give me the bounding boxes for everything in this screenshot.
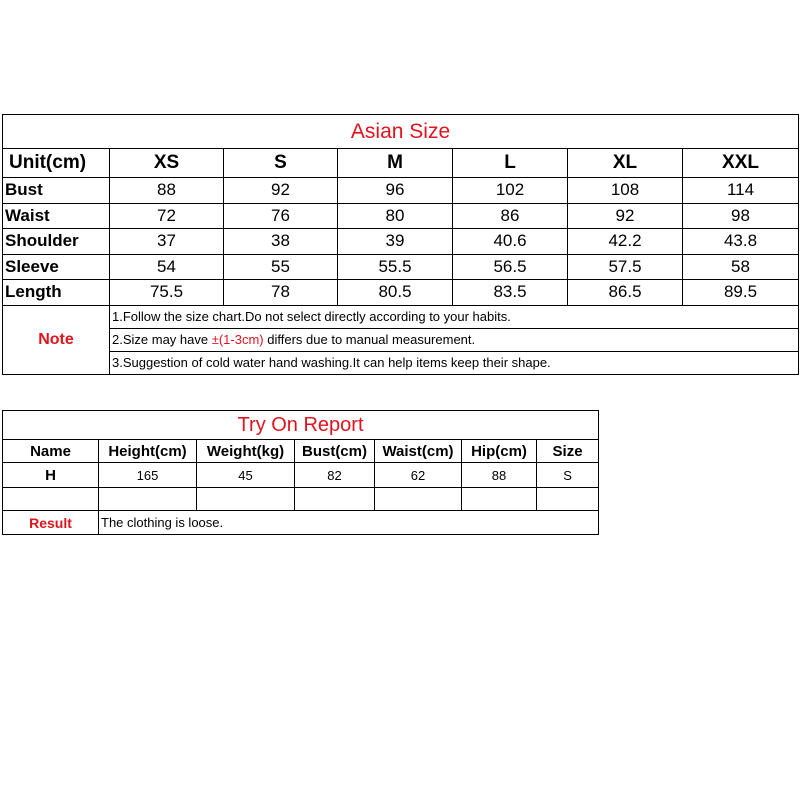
table-row [3, 229, 799, 255]
table-cell: 114 [683, 178, 799, 204]
table-cell: 55.5 [338, 254, 453, 280]
size-chart-table [2, 114, 799, 375]
empty-row [3, 488, 599, 511]
table-cell: 75.5 [110, 280, 224, 306]
result-row [3, 511, 599, 535]
note-item: 1.Follow the size chart.Do not select directly according to your habits. [110, 305, 799, 328]
result-text: The clothing is loose. [99, 511, 599, 535]
table-cell: H [3, 463, 99, 488]
row-label: Shoulder [3, 229, 110, 255]
table-cell: 92 [568, 203, 683, 229]
row-label: Waist [3, 203, 110, 229]
row-label: Bust [3, 178, 110, 204]
table-cell: 92 [224, 178, 338, 204]
table-cell: 98 [683, 203, 799, 229]
try-on-header: Waist(cm) [375, 440, 462, 463]
table-row [3, 280, 799, 306]
size-header: XL [568, 149, 683, 178]
table-cell: 43.8 [683, 229, 799, 255]
table-cell: 86.5 [568, 280, 683, 306]
empty-cell [295, 488, 375, 511]
table-cell: 72 [110, 203, 224, 229]
size-header: M [338, 149, 453, 178]
table-row [3, 463, 599, 488]
size-chart-title: Asian Size [3, 115, 799, 149]
table-cell: 86 [453, 203, 568, 229]
result-label: Result [3, 511, 99, 535]
note-item [110, 328, 799, 351]
size-header: XS [110, 149, 224, 178]
table-row [3, 203, 799, 229]
table-cell: 58 [683, 254, 799, 280]
table-row [3, 178, 799, 204]
try-on-header: Hip(cm) [462, 440, 537, 463]
empty-cell [197, 488, 295, 511]
note-item: 3.Suggestion of cold water hand washing.It can help items keep their shape. [110, 351, 799, 374]
table-cell: 62 [375, 463, 462, 488]
note-text-part: differs due to manual measurement. [263, 332, 476, 347]
table-cell: 108 [568, 178, 683, 204]
note-row [3, 351, 799, 374]
table-cell: 57.5 [568, 254, 683, 280]
note-text-part: 2.Size may have [112, 332, 212, 347]
try-on-header: Height(cm) [99, 440, 197, 463]
table-cell: 80 [338, 203, 453, 229]
table-cell: 80.5 [338, 280, 453, 306]
table-cell: 102 [453, 178, 568, 204]
note-label: Note [3, 305, 110, 374]
table-row [3, 254, 799, 280]
empty-cell [462, 488, 537, 511]
size-chart-header-row [3, 149, 799, 178]
table-cell: 45 [197, 463, 295, 488]
table-cell: 89.5 [683, 280, 799, 306]
size-header: XXL [683, 149, 799, 178]
table-cell: 165 [99, 463, 197, 488]
table-cell: 88 [110, 178, 224, 204]
try-on-title-row [3, 411, 599, 440]
table-cell: 39 [338, 229, 453, 255]
unit-label: Unit(cm) [3, 149, 110, 178]
table-cell: 55 [224, 254, 338, 280]
table-cell: 54 [110, 254, 224, 280]
try-on-header: Bust(cm) [295, 440, 375, 463]
note-row [3, 328, 799, 351]
table-cell: 42.2 [568, 229, 683, 255]
table-cell: 82 [295, 463, 375, 488]
try-on-title: Try On Report [3, 411, 599, 440]
table-cell: 88 [462, 463, 537, 488]
table-cell: 40.6 [453, 229, 568, 255]
size-chart-title-row [3, 115, 799, 149]
empty-cell [375, 488, 462, 511]
try-on-header: Weight(kg) [197, 440, 295, 463]
table-cell: 83.5 [453, 280, 568, 306]
table-cell: 76 [224, 203, 338, 229]
empty-cell [3, 488, 99, 511]
empty-cell [537, 488, 599, 511]
table-cell: S [537, 463, 599, 488]
table-cell: 37 [110, 229, 224, 255]
empty-cell [99, 488, 197, 511]
note-row [3, 305, 799, 328]
size-header: L [453, 149, 568, 178]
table-cell: 56.5 [453, 254, 568, 280]
size-header: S [224, 149, 338, 178]
row-label: Sleeve [3, 254, 110, 280]
table-cell: 78 [224, 280, 338, 306]
try-on-header-row [3, 440, 599, 463]
try-on-header: Name [3, 440, 99, 463]
try-on-report-table [2, 410, 599, 535]
note-highlight: ±(1-3cm) [211, 332, 264, 347]
try-on-header: Size [537, 440, 599, 463]
row-label: Length [3, 280, 110, 306]
table-cell: 38 [224, 229, 338, 255]
table-cell: 96 [338, 178, 453, 204]
